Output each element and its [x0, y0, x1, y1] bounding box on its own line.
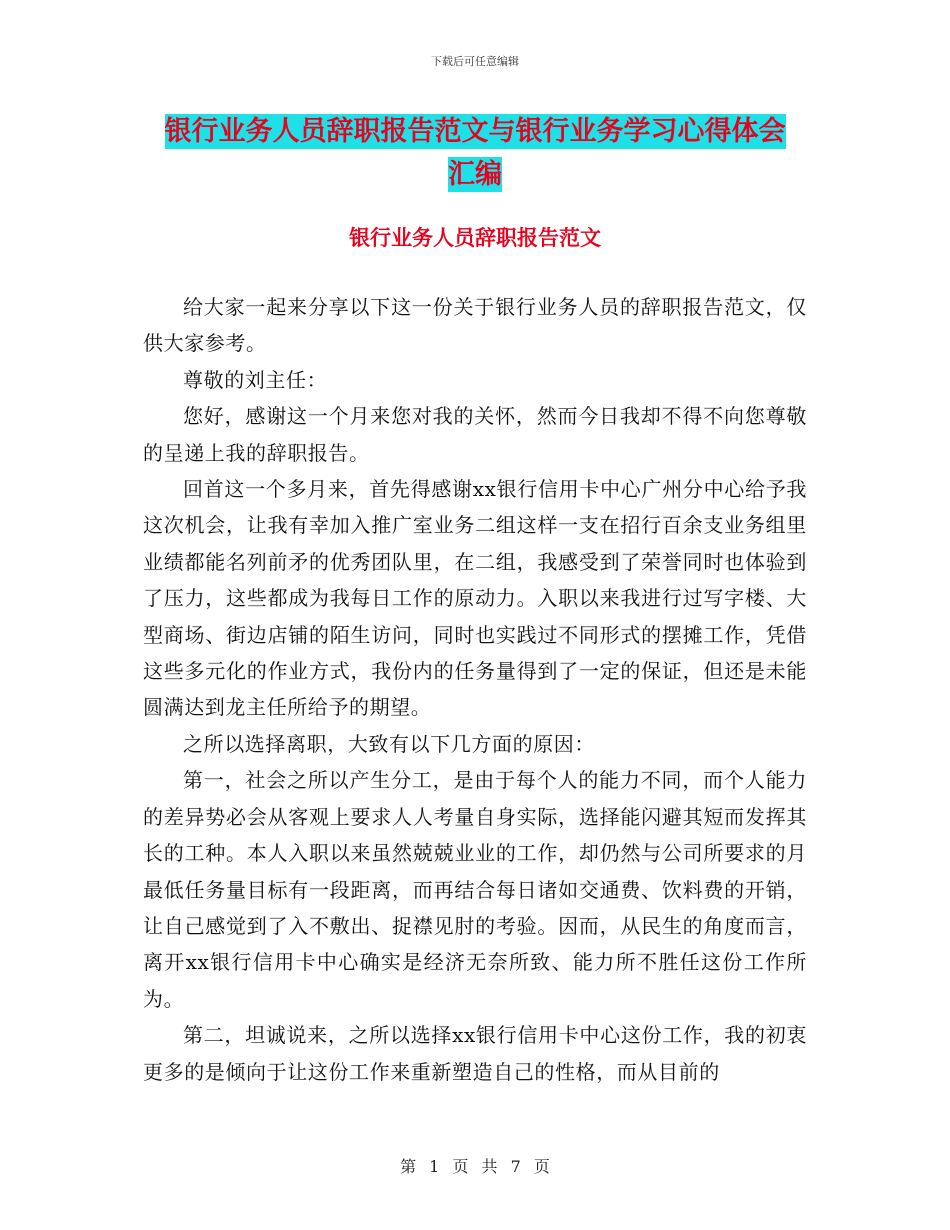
document-title-line-2: 汇编 — [448, 159, 502, 190]
paragraph-reason-1: 第一，社会之所以产生分工，是由于每个人的能力不同，而个人能力的差异势必会从客观上要求人人考量自身实际，选择能闪避其短而发挥其长的工种。本人入职以来虽然兢兢业业的工作，却仍然与公司所要求的月最低任务量目标有一段距离，而再结合每日诸如交通费、饮料费的开销，让自己感觉到了入不敷出、捉襟见肘的考验。因而，从民生的角度而言，离开xx银行信用卡中心确实是经济无奈所致、能力所不胜任这份工作所为。 — [143, 768, 807, 1011]
header-note: 下载后可任意编辑 — [431, 55, 519, 68]
document-title — [140, 110, 810, 196]
paragraph-greeting: 您好，感谢这一个月来您对我的关怀，然而今日我却不得不向您尊敬的呈递上我的辞职报告。 — [143, 404, 807, 465]
document-title-line-1: 银行业务人员辞职报告范文与银行业务学习心得体会 — [164, 116, 786, 147]
paragraph-review: 回首这一个多月来，首先得感谢xx银行信用卡中心广州分中心给予我这次机会，让我有幸加入推广室业务二组这样一支在招行百余支业务组里业绩都能名列前矛的优秀团队里，在二组，我感受到了荣誉同时也体验到了压力，这些都成为我每日工作的原动力。入职以来我进行过写字楼、大型商场、街边店铺的陌生访问，同时也实践过不同形式的摆摊工作，凭借这些多元化的作业方式，我份内的任务量得到了一定的保证，但还是未能圆满达到龙主任所给予的期望。 — [143, 477, 807, 720]
paragraph-intro: 给大家一起来分享以下这一份关于银行业务人员的辞职报告范文，仅供大家参考。 — [143, 295, 807, 356]
page-footer: 第 1 页 共 7 页 — [400, 1157, 550, 1176]
paragraph-reasons-intro: 之所以选择离职，大致有以下几方面的原因： — [183, 731, 595, 756]
section-title: 银行业务人员辞职报告范文 — [349, 225, 601, 250]
document-body — [143, 289, 807, 1090]
paragraph-reason-2: 第二，坦诚说来，之所以选择xx银行信用卡中心这份工作，我的初衷更多的是倾向于让这份工作来重新塑造自己的性格，而从目前的 — [143, 1023, 807, 1084]
paragraph-salutation: 尊敬的刘主任： — [183, 367, 328, 392]
